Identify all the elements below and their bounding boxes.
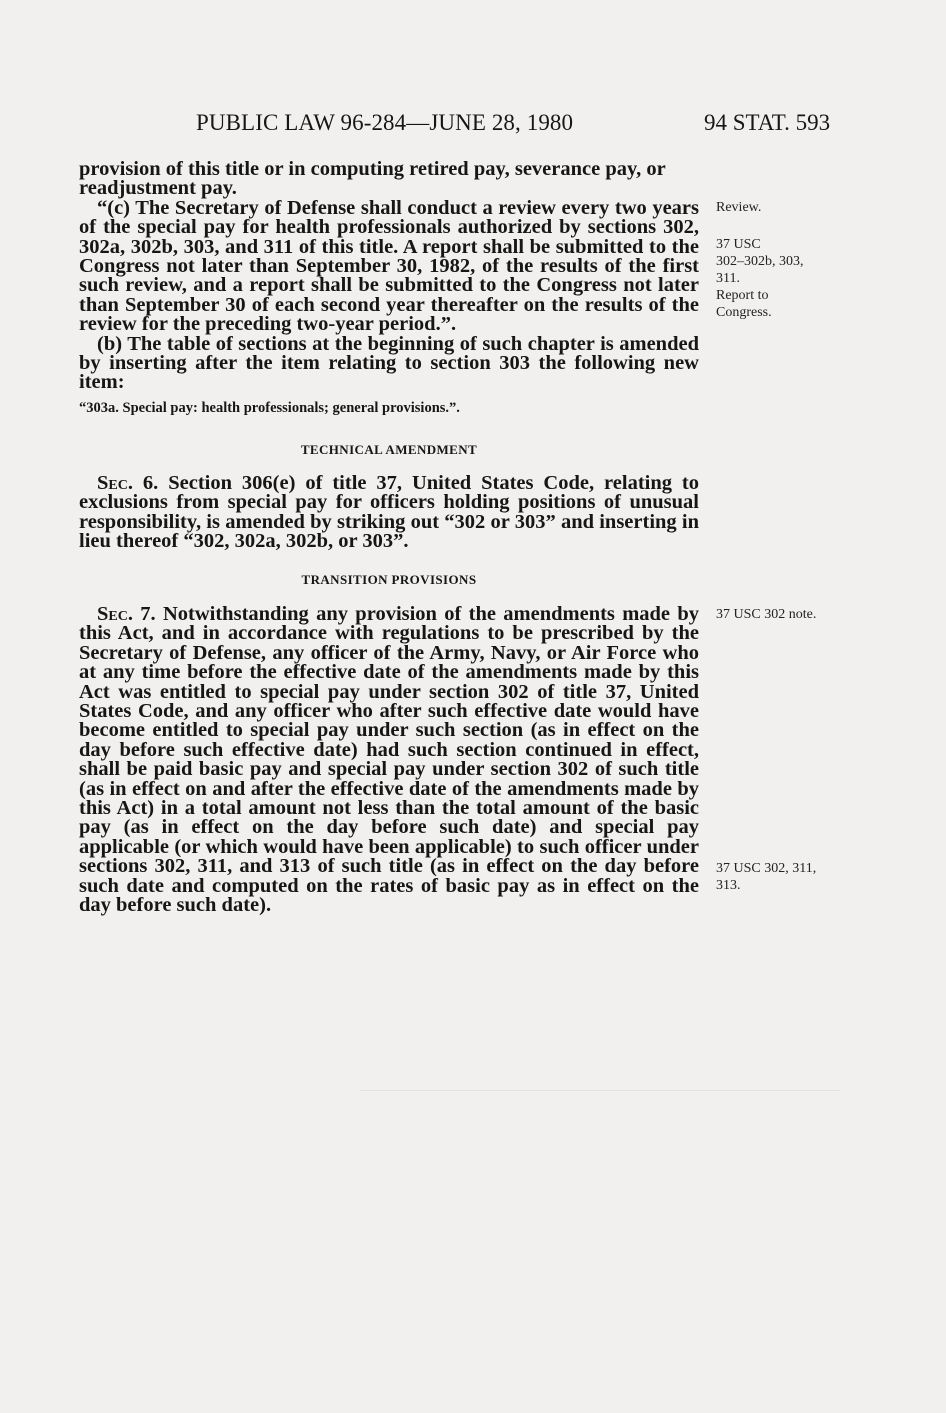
paragraph-c: “(c) The Secretary of Defense shall conduct a review every two years of the special pay for health professionals authorized by sections 302, 302a, 302b, 303, and 311 of this title. A report shall be submitted to the Congress not later than September 30, 1982, of the results of the first such review, and a report shall be submitted to the Congress not later than September 30 of each second year thereafter on the results of the review for the preceding two-year period.”. bbox=[79, 196, 699, 336]
margin-note-usc-citation-3 bbox=[716, 860, 816, 894]
margin-note-usc-3-line-1: 37 USC 302, 311, bbox=[716, 861, 817, 876]
margin-note-usc-3-line-2: 313. bbox=[716, 878, 741, 893]
section-6-body: 6. Section 306(e) of title 37, United States Code, relating to exclusions from special pay for officers holding positions of unusual responsibility, is amended by striking out “302 or 303” and inserting in lieu thereof “302, 302a, 302b, or 303”. bbox=[79, 472, 699, 553]
section-7-label: Sec. bbox=[97, 603, 133, 625]
body-block-1 bbox=[79, 160, 699, 393]
running-header-law: PUBLIC LAW 96-284—JUNE 28, 1980 bbox=[196, 110, 574, 135]
section-6 bbox=[79, 474, 699, 552]
section-7-body: 7. Notwithstanding any provision of the amendments made by this Act, and in accordance with regulations to be prescribed by the Secretary of Defense, any officer of the Army, Navy, or Air Force who at any time before the effective date of the amendments made by this Act was entitled to special pay under section 302 of title 37, United States Code, and any officer who after such effective date would have become entitled to special pay under such section (as in effect on the day before such effective date) had such section continued in effect, shall be paid basic pay and special pay under section 302 of such title (as in effect on and after the effective date of the amendments made by this Act) in a total amount not less than the total amount of the basic pay (as in effect on the day before such date) and special pay applicable (or which would have been applicable) to such officer under sections 302, 311, and 313 of such title (as in effect on the day before such date and computed on the rates of basic pay as in effect on the day before such date). bbox=[79, 603, 699, 917]
margin-note-review: Review. bbox=[716, 200, 762, 215]
margin-note-report-line-1: Report to bbox=[716, 288, 769, 303]
margin-note-usc-1-line-3: 311. bbox=[716, 271, 740, 286]
margin-note-usc-1-line-2: 302–302b, 303, bbox=[716, 254, 804, 269]
margin-note-usc-citation-1 bbox=[716, 236, 804, 287]
continuation-line-end: readjustment pay. bbox=[79, 177, 237, 200]
margin-note-usc-1-line-1: 37 USC bbox=[716, 237, 761, 252]
running-header-stat: 94 STAT. 593 bbox=[704, 110, 831, 135]
table-of-sections-item: “303a. Special pay: health professionals; general provisions.”. bbox=[79, 400, 460, 416]
margin-note-usc-citation-2: 37 USC 302 note. bbox=[716, 607, 817, 622]
section-7-text bbox=[79, 605, 699, 916]
section-7 bbox=[79, 605, 699, 916]
paragraph-b: (b) The table of sections at the beginning of such chapter is amended by inserting after the item relating to section 303 the following new item: bbox=[79, 332, 699, 394]
margin-note-report-line-2: Congress. bbox=[716, 305, 772, 320]
continuation-line: provision of this title or in computing retired pay, severance pay, or bbox=[79, 158, 666, 180]
section-6-text bbox=[79, 474, 699, 552]
section-6-label: Sec. bbox=[97, 472, 133, 494]
bleed-through-text bbox=[360, 1090, 840, 1321]
transition-provisions-heading: TRANSITION PROVISIONS bbox=[301, 572, 477, 587]
technical-amendment-heading: TECHNICAL AMENDMENT bbox=[300, 442, 478, 457]
margin-note-report-to-congress bbox=[716, 287, 772, 321]
